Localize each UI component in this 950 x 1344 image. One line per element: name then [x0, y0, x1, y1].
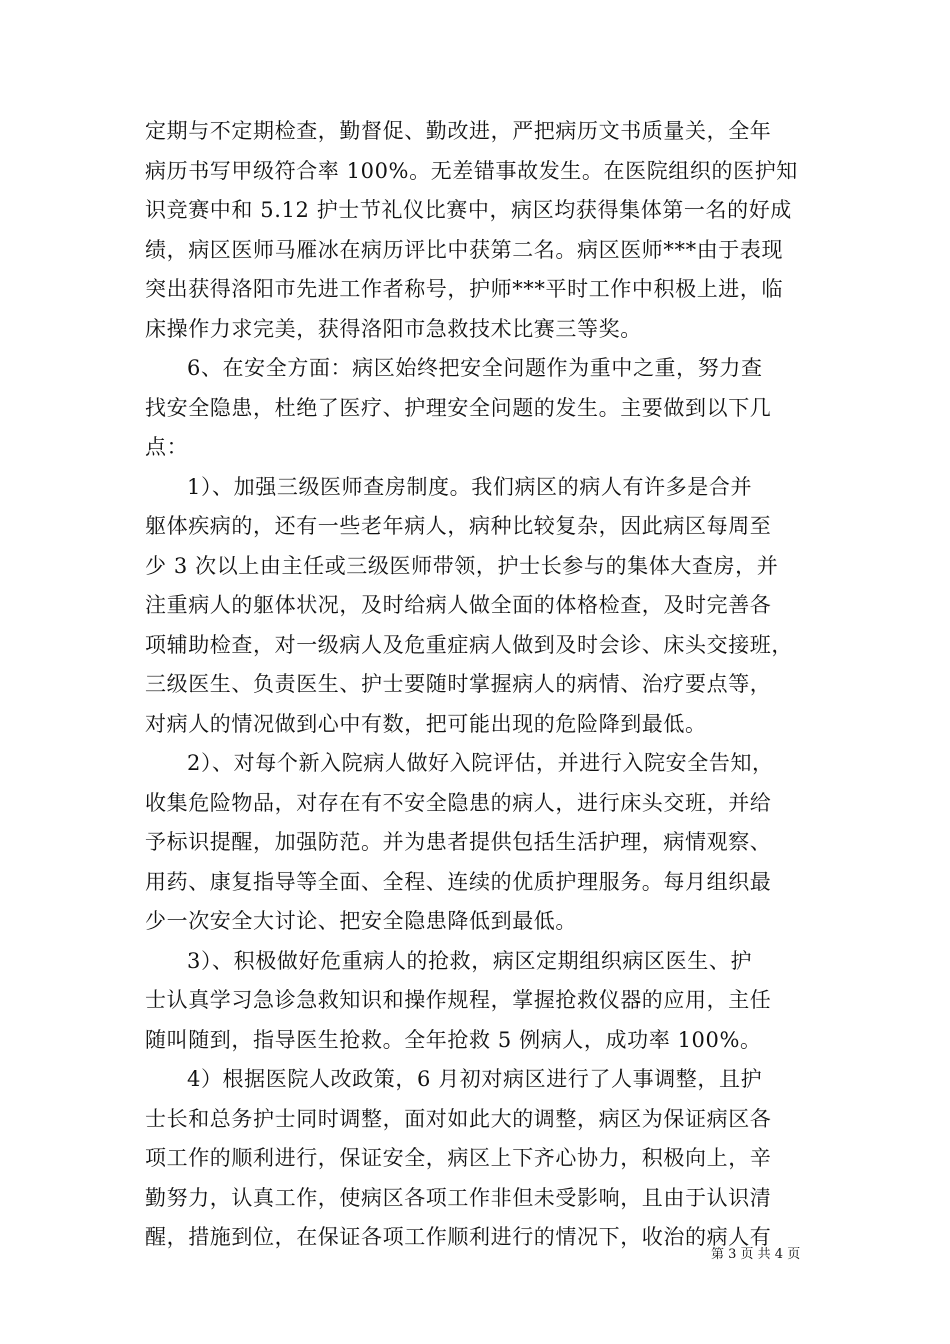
text-line: 定期与不定期检查，勤督促、勤改进，严把病历文书质量关，全年: [145, 119, 772, 143]
text-line: 用药、康复指导等全面、全程、连续的优质护理服务。每月组织最: [145, 869, 772, 894]
text-line: 识竞赛中和 5.12 护士节礼仪比赛中，病区均获得集体第一名的好成: [145, 198, 792, 222]
text-line: 项辅助检查，对一级病人及危重症病人做到及时会诊、床头交接班，: [145, 632, 793, 657]
text-line: 士认真学习急诊急救知识和操作规程，掌握抢救仪器的应用，主任: [145, 988, 772, 1012]
text-line: 随叫随到，指导医生抢救。全年抢救 5 例病人，成功率 100%。: [145, 1027, 762, 1052]
text-line: 予标识提醒，加强防范。并为患者提供包括生活护理，病情观察、: [145, 830, 772, 854]
text-line: 床操作力求完美，获得洛阳市急救技术比赛三等奖。: [145, 316, 642, 341]
paragraph-start-line: 4）根据医院人改政策，6 月初对病区进行了人事调整，且护: [187, 1067, 763, 1091]
text-line: 三级医生、负责医生、护士要随时掌握病人的病情、治疗要点等，: [145, 672, 772, 696]
text-line: 突出获得洛阳市先进工作者称号，护师***平时工作中积极上进，临: [145, 277, 784, 301]
text-line: 勤努力，认真工作，使病区各项工作非但未受影响，且由于认识清: [145, 1185, 772, 1210]
text-line: 注重病人的躯体状况，及时给病人做全面的体格检查，及时完善各: [145, 593, 772, 617]
paragraph-start-line: 2）、对每个新入院病人做好入院评估，并进行入院安全告知，: [187, 751, 774, 775]
text-line: 少一次安全大讨论、把安全隐患降低到最低。: [145, 909, 577, 933]
text-line: 找安全隐患，杜绝了医疗、护理安全问题的发生。主要做到以下几: [145, 395, 772, 420]
paragraph-start-line: 1）、加强三级医师查房制度。我们病区的病人有许多是合并: [187, 474, 753, 499]
text-line: 点：: [145, 435, 189, 459]
text-line: 对病人的情况做到心中有数，把可能出现的危险降到最低。: [145, 711, 707, 736]
text-line: 项工作的顺利进行，保证安全，病区上下齐心协力，积极向上，辛: [145, 1146, 772, 1170]
text-line: 收集危险物品，对存在有不安全隐患的病人，进行床头交班，并给: [145, 790, 772, 815]
text-line: 绩，病区医师马雁冰在病历评比中获第二名。病区医师***由于表现: [145, 237, 784, 262]
text-line: 躯体疾病的，还有一些老年病人，病种比较复杂，因此病区每周至: [145, 514, 772, 538]
text-line: 士长和总务护士同时调整，面对如此大的调整，病区为保证病区各: [145, 1106, 772, 1131]
text-line: 少 3 次以上由主任或三级医师带领，护士长参与的集体大查房，并: [145, 553, 779, 578]
paragraph-start-line: 6、在安全方面：病区始终把安全问题作为重中之重，努力查: [187, 356, 763, 380]
text-line: 醒，措施到位，在保证各项工作顺利进行的情况下，收治的病人有: [145, 1225, 772, 1249]
page-number-footer: 第 3 页 共 4 页: [711, 1247, 801, 1262]
paragraph-start-line: 3）、积极做好危重病人的抢救，病区定期组织病区医生、护: [187, 948, 753, 973]
document-body: [145, 112, 815, 1258]
text-line: 病历书写甲级符合率 100%。无差错事故发生。在医院组织的医护知: [145, 158, 798, 183]
